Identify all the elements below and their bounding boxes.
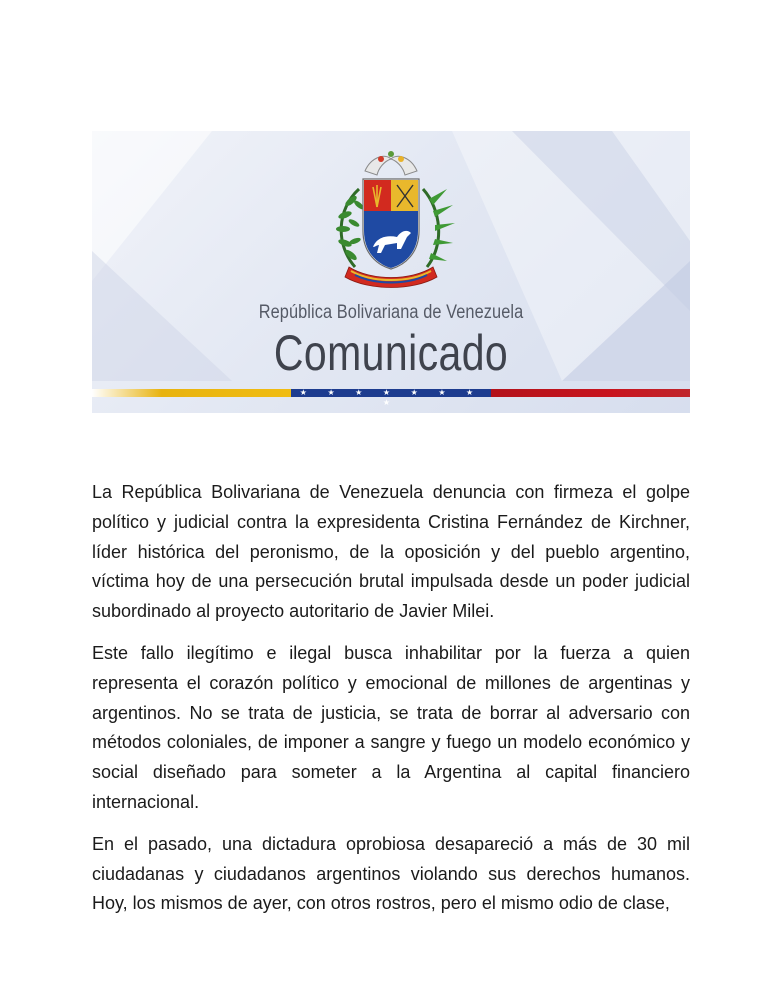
flag-stripe-red bbox=[491, 389, 690, 397]
body-paragraph-3: En el pasado, una dictadura oprobiosa desapareció a más de 30 mil ciudadanas y ciudadanos argentinos violando sus derechos humanos. Hoy, los mismos de ayer, con otros rostros, pero el mismo odio de clase, bbox=[92, 833, 690, 914]
venezuela-coat-of-arms-icon bbox=[321, 149, 461, 299]
flag-stripe-yellow bbox=[92, 389, 291, 397]
communique-body bbox=[92, 478, 690, 931]
body-paragraph-2: Este fallo ilegítimo e ilegal busca inhabilitar por la fuerza a quien representa el corazón político y emocional de millones de argentinas y argentinos. No se trata de justicia, se trata de borrar al adversario con métodos coloniales, de imponer a sangre y fuego un modelo económico y social diseñado para someter a la Argentina al capital financiero internacional. bbox=[92, 642, 690, 812]
flag-color-stripe bbox=[92, 388, 690, 407]
communique-header-banner bbox=[92, 131, 690, 413]
page-title: Comunicado bbox=[273, 325, 509, 381]
flag-stars: ★ ★ ★ ★ ★ ★ ★ ★ bbox=[299, 388, 483, 407]
flag-stripe-blue bbox=[291, 388, 490, 407]
republic-name: República Bolivariana de Venezuela bbox=[258, 302, 524, 323]
body-paragraph-1: La República Bolivariana de Venezuela denuncia con firmeza el golpe político y judicial contra la expresidenta Cristina Fernández de Kirchner, líder histórica del peronismo, de la oposición y del pueblo argentino, víctima hoy de una persecución brutal impulsada desde un poder judicial subordinado al proyecto autoritario de Javier Milei. bbox=[92, 482, 690, 622]
